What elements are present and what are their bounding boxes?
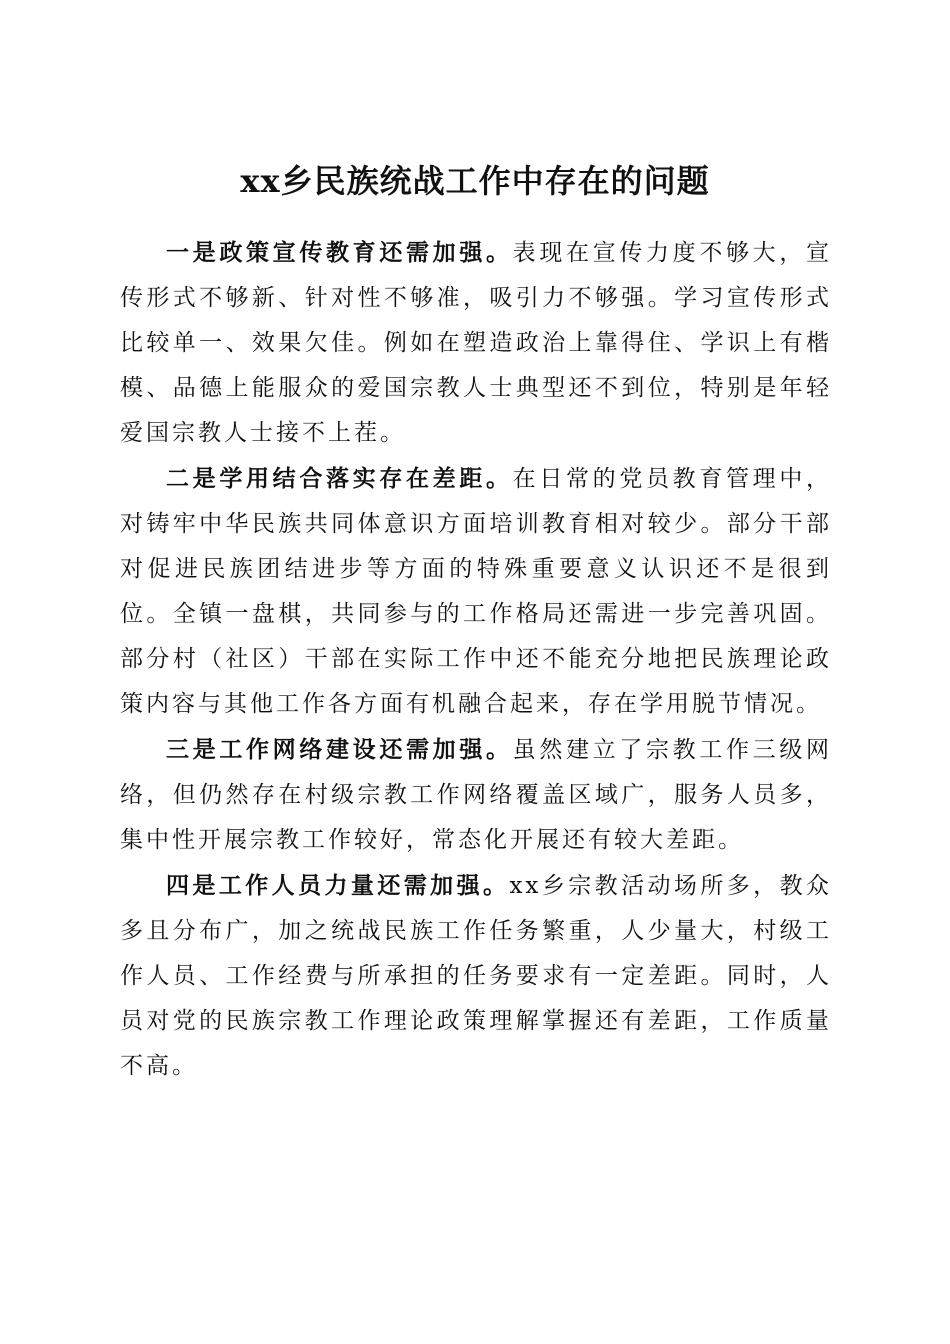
paragraph-1 [120, 230, 832, 456]
paragraph-2 [120, 456, 832, 727]
page-title: xx乡民族统战工作中存在的问题 [240, 162, 710, 201]
paragraph-4-lead: 四是工作人员力量还需加强。 [166, 872, 510, 899]
paragraph-4-body: xx乡宗教活动场所多，教众多且分布广，加之统战民族工作任务繁重，人少量大，村级工作人员、工作经费与所承担的任务要求有一定差距。同时，人员对党的民族宗教工作理论政策理解掌握还有差距，工作质量不高。 [120, 873, 833, 1079]
paragraph-1-body: 表现在宣传力度不够大，宣传形式不够新、针对性不够准，吸引力不够强。学习宣传形式比较单一、效果欠佳。例如在塑造政治上靠得住、学识上有楷模、品德上能服众的爱国宗教人士典型还不到位，特别是年轻爱国宗教人士接不上茬。 [120, 240, 833, 446]
paragraph-3-body: 虽然建立了宗教工作三级网络，但仍然存在村级宗教工作网络覆盖区域广，服务人员多，集中性开展宗教工作较好，常态化开展还有较大差距。 [120, 737, 833, 853]
paragraph-3 [120, 727, 832, 863]
document-body [120, 230, 832, 1089]
paragraph-2-lead: 二是学用结合落实存在差距。 [166, 465, 513, 492]
paragraph-2-body: 在日常的党员教育管理中，对铸牢中华民族共同体意识方面培训教育相对较少。部分干部对促进民族团结进步等方面的特殊重要意义认识还不是很到位。全镇一盘棋，共同参与的工作格局还需进一步完善巩固。部分村（社区）干部在实际工作中还不能充分地把民族理论政策内容与其他工作各方面有机融合起来，存在学用脱节情况。 [120, 466, 833, 717]
paragraph-3-lead: 三是工作网络建设还需加强。 [166, 736, 513, 763]
paragraph-1-lead: 一是政策宣传教育还需加强。 [166, 239, 513, 266]
paragraph-4 [120, 863, 832, 1089]
